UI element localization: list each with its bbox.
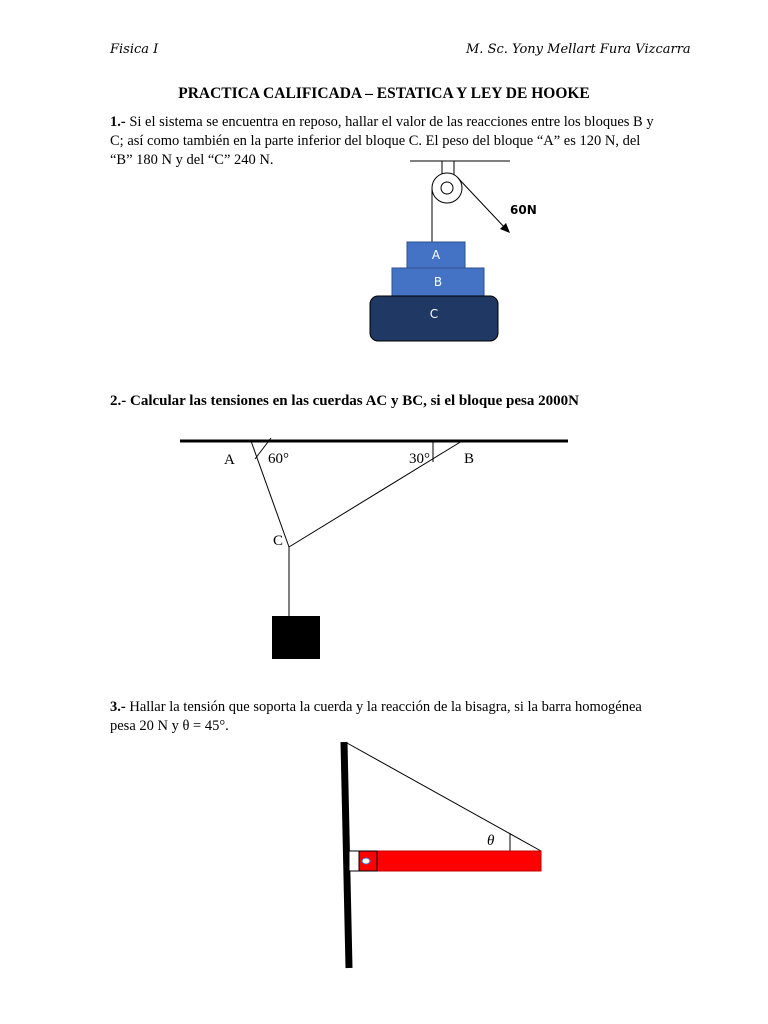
block-c-label: C [429, 307, 439, 321]
block-b-label: B [433, 275, 443, 289]
block-a-label: A [431, 248, 441, 262]
problem-3-text: Hallar la tensión que soporta la cuerda y la reacción de la bisagra, si la barra homogénea pesa 20 N y θ = 45°. [110, 699, 642, 734]
cord-bc [289, 441, 462, 547]
problem-1-text: Si el sistema se encuentra en reposo, hallar el valor de las reacciones entre los bloques B y C; así como también en la parte inferior del bloque C. El peso del bloque “A” es 120 N, del “B” 180 N y del “C” 240 N. [110, 114, 654, 168]
force-label: 60N [510, 203, 537, 217]
page-title: PRACTICA CALIFICADA – ESTATICA Y LEY DE HOOKE [178, 85, 590, 102]
problem-2-number: 2.- [110, 393, 127, 409]
point-a-label: A [224, 452, 235, 468]
bar [359, 851, 541, 871]
cord [347, 743, 541, 851]
figure-3-bar-system [344, 742, 541, 968]
wall [344, 742, 349, 968]
theta-label: θ [487, 833, 495, 849]
figure-1-pulley-system [370, 161, 537, 341]
figure-2-tension-system [180, 438, 568, 659]
angle-30-label: 30° [409, 451, 430, 467]
point-c-label: C [273, 533, 284, 549]
header-author: M. Sc. Yony Mellart Fura Vizcarra [466, 42, 691, 57]
point-b-label: B [464, 451, 475, 467]
angle-60-label: 60° [268, 451, 289, 467]
problem-1-number: 1.- [110, 114, 126, 130]
header-course: Fisica I [110, 42, 159, 57]
problem-3-number: 3.- [110, 699, 126, 715]
force-arrow [458, 178, 506, 229]
problem-2-text: Calcular las tensiones en las cuerdas AC y BC, si el bloque pesa 2000N [126, 393, 579, 409]
hanging-block [272, 616, 320, 659]
pulley-wheel [432, 173, 462, 203]
hinge-pin-icon [362, 858, 370, 864]
hinge-plate [349, 851, 359, 871]
